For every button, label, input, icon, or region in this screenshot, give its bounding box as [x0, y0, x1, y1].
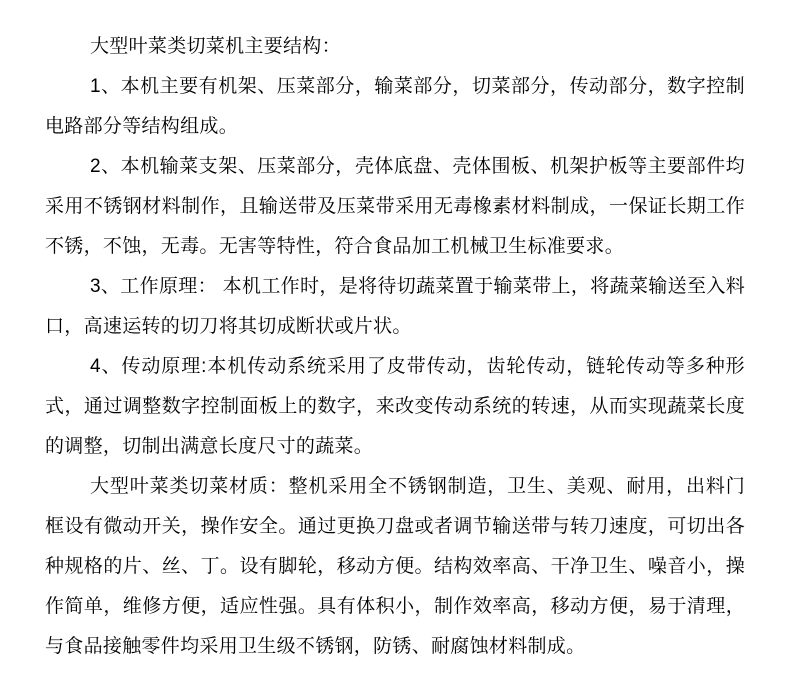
paragraph-2-materials-hygiene: 2、本机输菜支架、压菜部分，壳体底盘、壳体围板、机架护板等主要部件均采用不锈钢材料制作，且输送带及压菜带采用无毒橡素材料制成，一保证长期工作不锈，不蚀，无毒。无害等特性，符合食品加工机械卫生标准要求。: [45, 156, 745, 257]
paragraph-main-structure-heading: 大型叶菜类切菜机主要结构：: [90, 36, 341, 57]
paragraph-5-machine-material-quality: 大型叶菜类切菜材质：整机采用全不锈钢制造，卫生、美观、耐用，出料门框设有微动开关，操作安全。通过更换刀盘或者调节输送带与转刀速度，可切出各种规格的片、丝、丁。设有脚轮，移动方便。结构效率高、干净卫生、噪音小，操作简单，维修方便，适应性强。具有体积小，制作效率高，移动方便，易于清理，与食品接触零件均采用卫生级不锈钢，防锈、耐腐蚀材料制成。: [45, 476, 745, 657]
paragraph-1-machine-components: 1、本机主要有机架、压菜部分，输菜部分，切菜部分，传动部分，数字控制电路部分等结构组成。: [45, 76, 745, 137]
paragraph-3-working-principle: 3、工作原理： 本机工作时，是将待切蔬菜置于输菜带上，将蔬菜输送至入料口，高速运转的切刀将其切成断状或片状。: [45, 276, 745, 337]
paragraph-4-transmission-principle: 4、传动原理:本机传动系统采用了皮带传动，齿轮传动，链轮传动等多种形式，通过调整数字控制面板上的数字，来改变传动系统的转速，从而实现蔬菜长度的调整，切制出满意长度尺寸的蔬菜。: [45, 356, 745, 457]
